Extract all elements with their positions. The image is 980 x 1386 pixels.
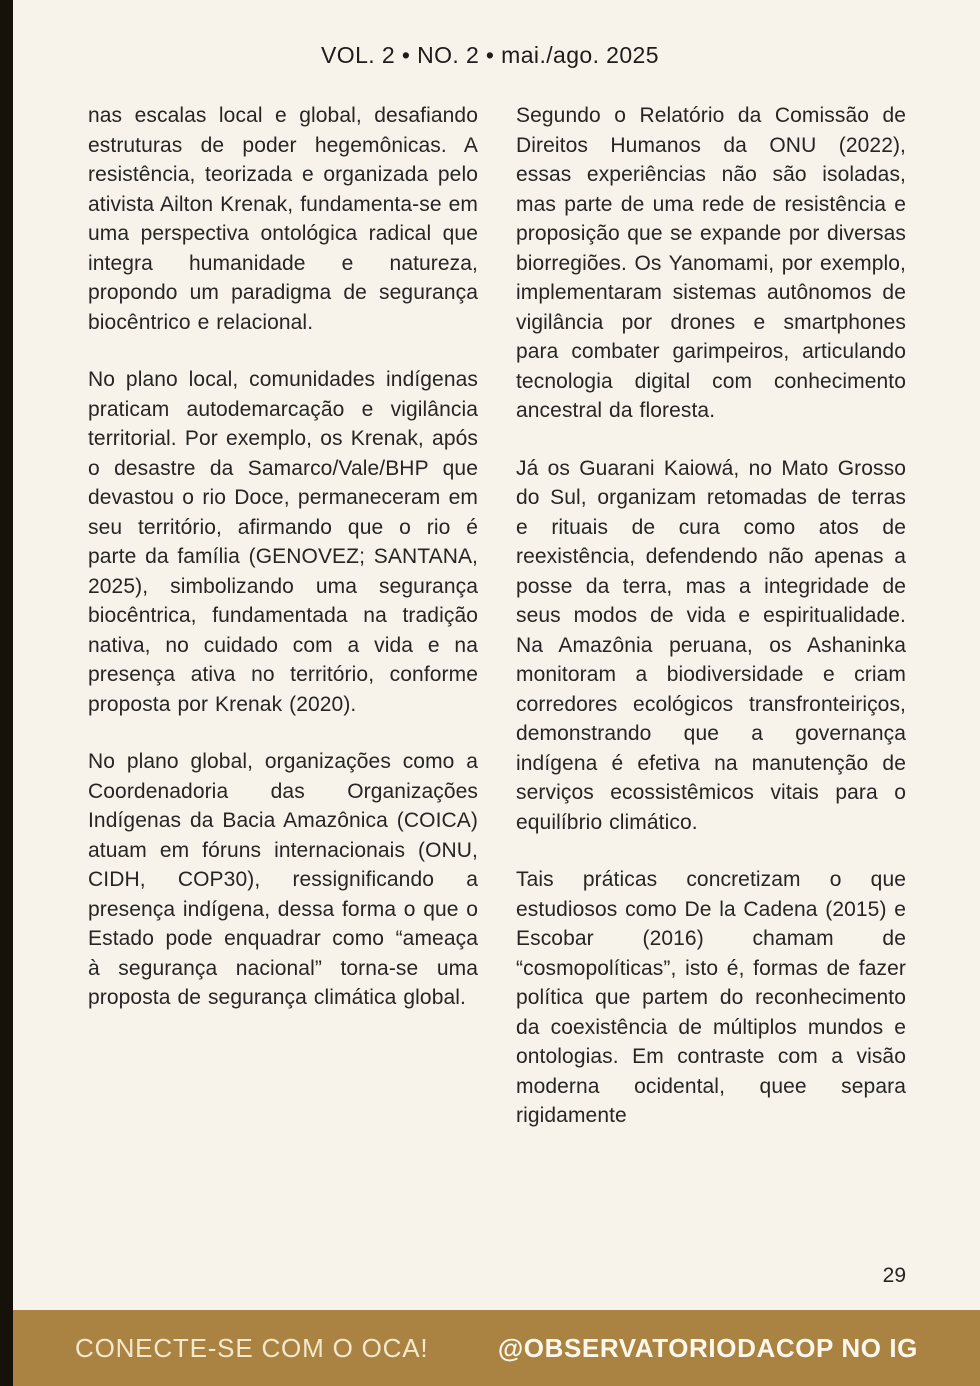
paragraph: No plano global, organizações como a Coordenadoria das Organizações Indígenas da Bacia Amazônica (COICA) atuam em fóruns internacionais (ONU, CIDH, COP30), ressignificando a presença indígena, dessa forma o que o Estado pode enquadrar como “ameaça à segurança nacional” torna-se uma proposta de segurança climática global. [88, 750, 478, 1009]
left-column [88, 101, 478, 1159]
paragraph: Tais práticas concretizam o que estudiosos como De la Cadena (2015) e Escobar (2016) chamam de “cosmopolíticas”, isto é, formas de fazer política que partem do reconhecimento da coexistência de múltiplos mundos e ontologias. Em contraste com a visão moderna ocidental, quee separa rigidamente [516, 868, 906, 1127]
paragraph: nas escalas local e global, desafiando estruturas de poder hegemônicas. A resistência, teorizada e organizada pelo ativista Ailton Krenak, fundamenta-se em uma perspectiva ontológica radical que integra humanidade e natureza, propondo um paradigma de segurança biocêntrico e relacional. [88, 104, 478, 334]
right-column [516, 101, 906, 1159]
paragraph: Segundo o Relatório da Comissão de Direitos Humanos da ONU (2022), essas experiências não são isoladas, mas parte de uma rede de resistência e proposição que se expande por diversas biorregiões. Os Yanomami, por exemplo, implementaram sistemas autônomos de vigilância por drones e smartphones para combater garimpeiros, articulando tecnologia digital com conhecimento ancestral da floresta. [516, 104, 906, 422]
footer-bar [13, 1310, 980, 1386]
paragraph: Já os Guarani Kaiowá, no Mato Grosso do Sul, organizam retomadas de terras e rituais de cura como atos de reexistência, defendendo não apenas a posse da terra, mas a integridade de seus modos de vida e espiritualidade. Na Amazônia peruana, os Ashaninka monitoram a biodiversidade e criam corredores ecológicos transfronteiriços, demonstrando que a governança indígena é efetiva na manutenção de serviços ecossistêmicos vitais para o equilíbrio climático. [516, 456, 906, 834]
page-number: 29 [882, 1264, 906, 1287]
issue-header: VOL. 2 • NO. 2 • mai./ago. 2025 [321, 42, 659, 68]
paragraph: No plano local, comunidades indígenas praticam autodemarcação e vigilância territorial. Por exemplo, os Krenak, após o desastre da Samarco/Vale/BHP que devastou o rio Doce, permaneceram em seu território, afirmando que o rio é parte da família (GENOVEZ; SANTANA, 2025), simbolizando uma segurança biocêntrica, fundamentada na tradição nativa, no cuidado com a vida e na presença ativa no território, conforme proposta por Krenak (2020). [88, 368, 478, 716]
left-edge-strip [0, 0, 13, 1386]
footer-instagram-handle: @OBSERVATORIODACOP NO IG [497, 1332, 918, 1363]
article-body [0, 69, 980, 1159]
footer-connect-text: CONECTE-SE COM O OCA! [75, 1332, 429, 1363]
